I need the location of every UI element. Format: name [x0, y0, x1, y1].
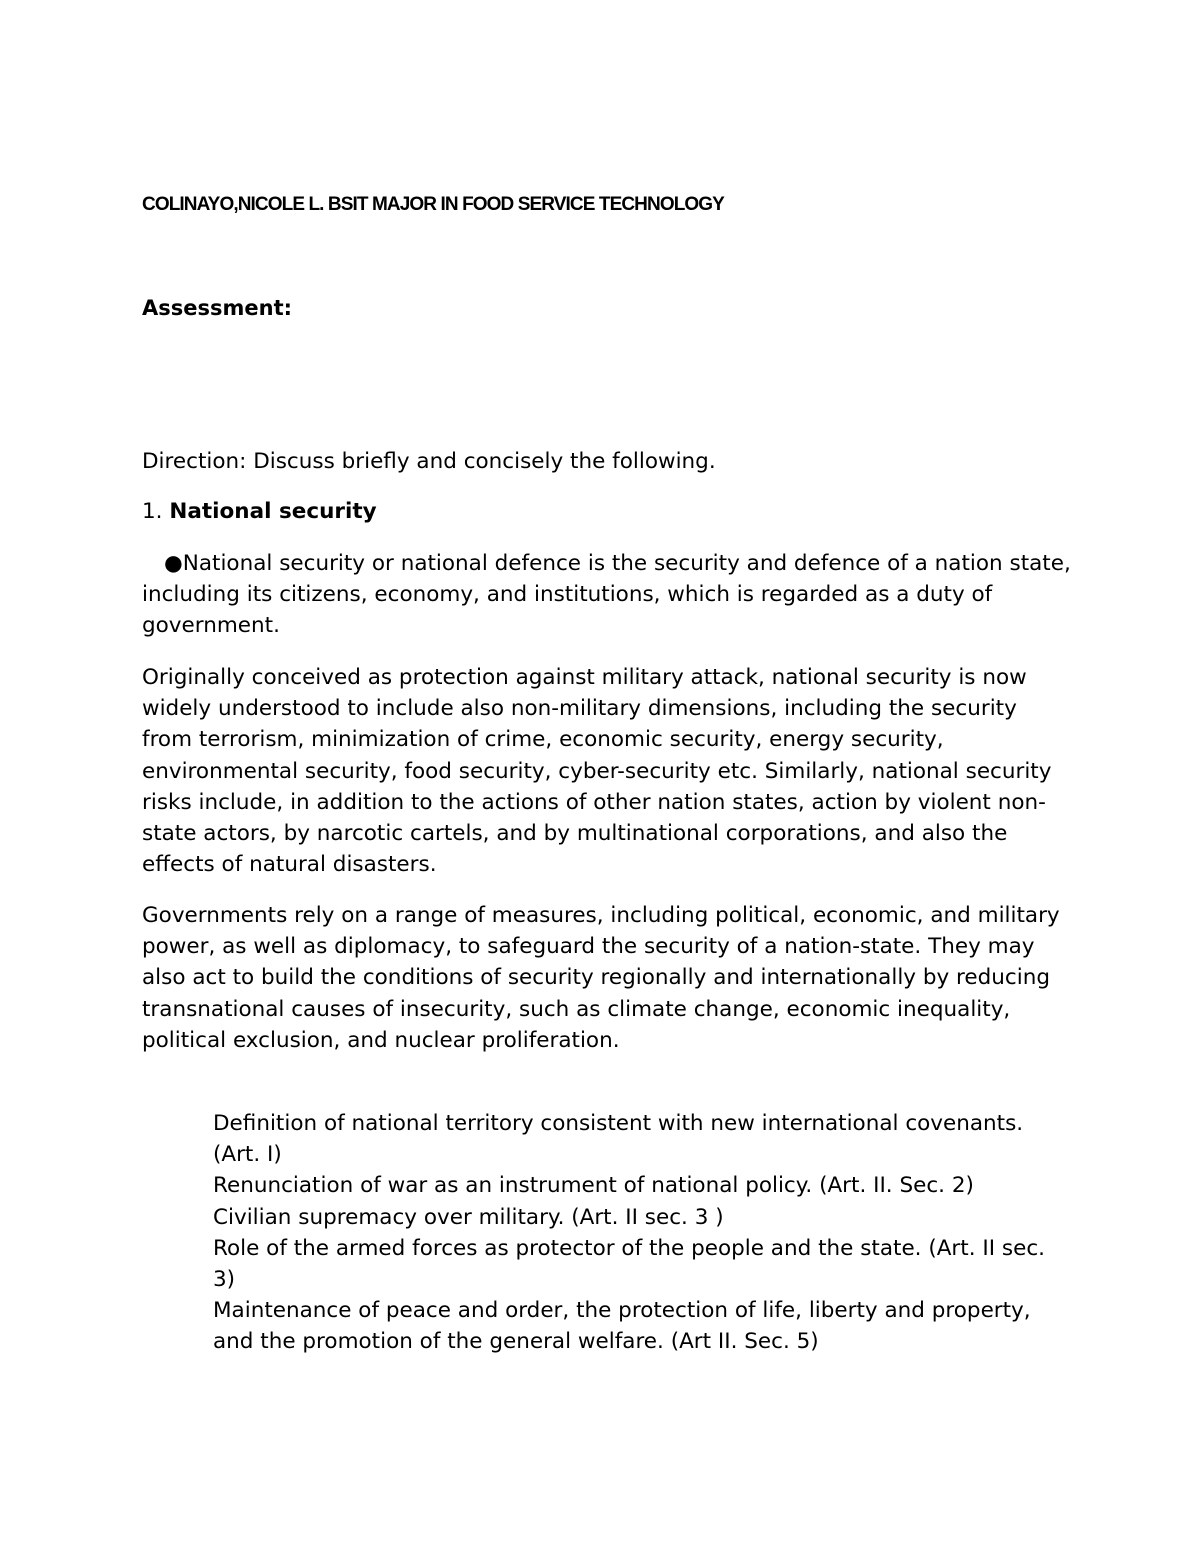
item-title: National security	[169, 499, 377, 524]
list-item: Civilian supremacy over military. (Art. II sec. 3 )	[213, 1204, 724, 1230]
student-name-header: COLINAYO,NICOLE L. BSIT MAJOR IN FOOD SERVICE TECHNOLOGY	[142, 194, 724, 215]
list-item: Role of the armed forces as protector of the people and the state. (Art. II sec. 3)	[213, 1235, 1045, 1293]
list-item: Renunciation of war as an instrument of national policy. (Art. II. Sec. 2)	[213, 1173, 974, 1199]
list-item: Definition of national territory consistent with new international covenants. (Art. I)	[213, 1111, 1024, 1168]
list-item: Maintenance of peace and order, the protection of life, liberty and property, and the promotion of the general welfare. (Art II. Sec. 5)	[213, 1298, 1031, 1355]
bullet-paragraph-text: National security or national defence is the security and defence of a nation state, including its citizens, economy, and institutions, which is regarded as a duty of government.	[142, 551, 1071, 639]
item-number: 1.	[142, 499, 163, 524]
paragraph-2: Originally conceived as protection against military attack, national security is now widely understood to include also non-military dimensions, including the security from terrorism, minimization of crime, economic security, energy security, environmental security, food security, cyber-security etc. Similarly, national security risks include, in addition to the actions of other nation states, action by violent non-state actors, by narcotic cartels, and by multinational corporations, and also the effects of natural disasters.	[142, 665, 1052, 878]
item-heading	[142, 496, 1072, 527]
bullet-paragraph	[142, 548, 1072, 642]
direction-text: Direction: Discuss briefly and concisely the following.	[142, 449, 716, 474]
assessment-heading: Assessment:	[142, 296, 293, 320]
paragraph-3: Governments rely on a range of measures, including political, economic, and military power, as well as diplomacy, to safeguard the security of a nation-state. They may also act to build the conditions of security regionally and internationally by reducing transnational causes of insecurity, such as climate change, economic inequality, political exclusion, and nuclear proliferation.	[142, 903, 1060, 1053]
bullet-icon: ●	[164, 551, 183, 576]
constitution-provisions-list	[213, 1108, 1073, 1358]
